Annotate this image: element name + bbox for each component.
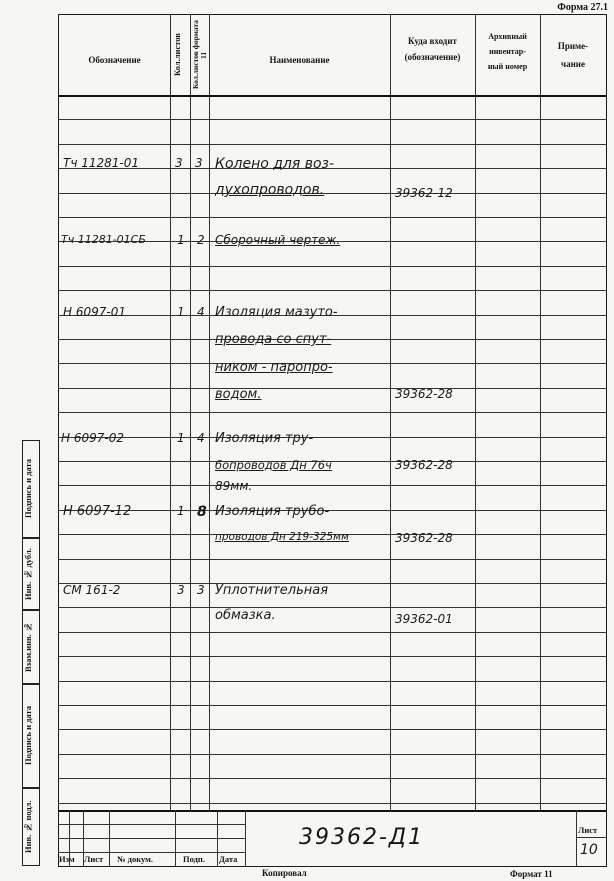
- row6-sheets-a4: 3: [197, 583, 205, 597]
- title-block-top-line: [59, 810, 606, 812]
- row2-sheets-a4: 2: [197, 233, 205, 247]
- row4-name-line1: Изоляция тру-: [215, 431, 314, 446]
- header-bottom-line: [59, 95, 606, 97]
- tb-col-line: [245, 810, 246, 866]
- row6-sheets: 3: [177, 583, 185, 597]
- header-archive: [475, 29, 540, 74]
- row4-sheets: 1: [177, 431, 185, 445]
- row3-sheets-a4: 4: [197, 305, 205, 319]
- copied-label: Копировал: [262, 868, 307, 878]
- row-line: [59, 754, 606, 755]
- row-line: [59, 705, 606, 706]
- row-line: [59, 681, 606, 682]
- tb-col-line: [576, 810, 577, 866]
- row5-designation: Н 6097-12: [63, 504, 132, 519]
- row1-name-line1: Колено для воз-: [215, 156, 335, 172]
- header-designation: Обозначение: [88, 55, 141, 65]
- header-name: Наименование: [269, 55, 330, 65]
- row-line: [59, 778, 606, 779]
- tb-sheet-number: 10: [580, 842, 598, 858]
- tb-sheet-label: Лист: [578, 825, 598, 835]
- row-line: [59, 461, 606, 462]
- row-line: [59, 412, 606, 413]
- row6-designation: СМ 161-2: [63, 583, 121, 597]
- row3-name-line1: Изоляция мазуто-: [215, 305, 338, 320]
- row5-name-line2: проводов Дн 219-325мм: [215, 531, 349, 543]
- row-line: [59, 656, 606, 657]
- row4-sheets-a4: 4: [197, 431, 205, 445]
- tb-label-date: Дата: [219, 854, 238, 864]
- side-label-sign-date-1: Подпись и дата: [23, 459, 33, 519]
- row1-name-line2: духопроводов.: [215, 182, 325, 198]
- row3-name-line2: провода со спут-: [215, 332, 332, 347]
- header-where-used: [390, 33, 475, 65]
- row2-sheets: 1: [177, 233, 185, 247]
- row-line: [59, 290, 606, 291]
- header-archive-line3: ный номер: [487, 62, 528, 71]
- row4-where-used: 39362-28: [395, 458, 453, 472]
- tb-row-line: [59, 852, 245, 853]
- form-label-top: Форма 27.1: [557, 2, 608, 13]
- row-line: [59, 485, 606, 486]
- header-note-line2: чание: [561, 59, 585, 69]
- row5-sheets: 1: [177, 504, 185, 518]
- form-label-bottom: Формат 11: [510, 869, 553, 879]
- row-line: [59, 119, 606, 120]
- side-label-replaced-inv: Взам.инв. №: [23, 622, 33, 672]
- row1-where-used: 39362-12: [395, 186, 453, 200]
- tb-label-doc-no: № докум.: [117, 854, 154, 864]
- header-note: [540, 37, 606, 73]
- row3-designation: Н 6097-01: [63, 305, 126, 319]
- spec-sheet: [58, 14, 607, 867]
- header-where-used-line2: (обозначение): [404, 52, 461, 62]
- row-line: [59, 217, 606, 218]
- row6-where-used: 39362-01: [395, 612, 453, 626]
- row-line: [59, 607, 606, 608]
- row-line: [59, 193, 606, 194]
- row-line: [59, 339, 606, 340]
- row5-sheets-a4: 8: [197, 504, 207, 520]
- row3-where-used: 39362-28: [395, 387, 453, 401]
- row1-sheets-a4: 3: [195, 156, 203, 170]
- header-where-used-line1: Куда входит: [408, 36, 457, 46]
- row4-name-line2: бопроводов Дн 76ч: [215, 458, 332, 472]
- side-label-inv-dub: Инв. № дубл.: [23, 548, 33, 600]
- row-line: [59, 583, 606, 584]
- row4-name-line3: 89мм.: [215, 479, 253, 493]
- row4-designation: Н 6097-02: [61, 431, 124, 445]
- row2-designation: Тч 11281-01СБ: [61, 233, 146, 246]
- row-line: [59, 388, 606, 389]
- row5-where-used: 39362-28: [395, 531, 453, 545]
- side-label-sign-date-2: Подпись и дата: [23, 706, 33, 766]
- tb-sheet-divider: [576, 837, 606, 838]
- header-archive-line1: Архивный: [488, 32, 527, 41]
- row6-name-line1: Уплотнительная: [215, 583, 329, 598]
- row-line: [59, 632, 606, 633]
- row-line: [59, 510, 606, 511]
- row3-name-line3: ником - паропро-: [215, 360, 333, 375]
- tb-row-line: [59, 838, 245, 839]
- side-label-inv-orig: Инв. № подл.: [23, 800, 33, 854]
- row1-sheets: 3: [175, 156, 183, 170]
- header-sheet-count: Кол.листов: [172, 33, 182, 77]
- row6-name-line2: обмазка.: [215, 608, 276, 623]
- row2-name-line1: Сборочный чертеж.: [215, 233, 341, 247]
- document-number: 39362-Д1: [299, 825, 425, 850]
- row-line: [59, 144, 606, 145]
- row-line: [59, 266, 606, 267]
- row-line: [59, 803, 606, 804]
- row-line: [59, 559, 606, 560]
- row3-sheets: 1: [177, 305, 185, 319]
- row1-designation: Тч 11281-01: [63, 156, 140, 170]
- header-note-line1: Приме-: [557, 41, 589, 51]
- tb-label-sign: Подп.: [183, 854, 205, 864]
- tb-label-izm: Изм: [59, 854, 75, 864]
- header-sheet-count-a4: Кол.листов формата 11: [191, 20, 208, 90]
- row-line: [59, 437, 606, 438]
- tb-row-line: [59, 824, 245, 825]
- row3-name-line4: водом.: [215, 387, 262, 402]
- row5-name-line1: Изоляция трубо-: [215, 504, 330, 519]
- row-line: [59, 729, 606, 730]
- header-archive-line2: инвентар-: [489, 47, 526, 56]
- tb-label-list: Лист: [84, 854, 104, 864]
